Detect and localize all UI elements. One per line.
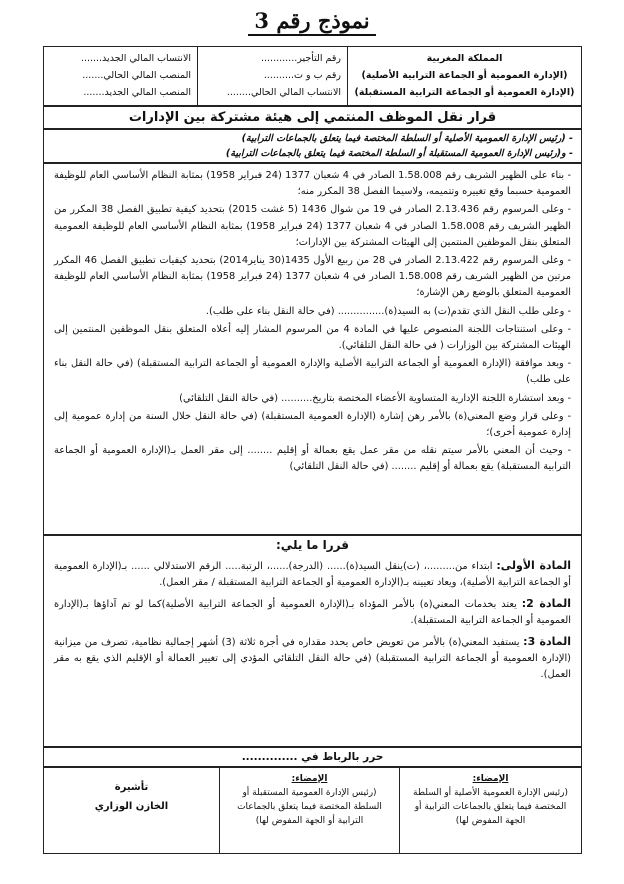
done-at-line: حرر بالرباط في ..............	[43, 747, 582, 767]
header-line: الانتساب المالي الحالي........	[226, 87, 341, 98]
header-payroll-info	[197, 47, 347, 105]
visa-treasurer	[44, 768, 219, 853]
article-text: يستفيد المعني(ة) بالأمر من تعويض خاص يحدد مقداره في أجرة ثلاثة (3) أشهر إجمالية نظامية، تصرف من ميزانية (الإدارة العمومية أو الجماعة الترابية المستقبلة) (في حالة النقل التلقائي المؤدي إلى تغيير العمالة أو الإقليم الذي يقع به مقر العمل).	[54, 637, 571, 680]
header-line: رقم التأجير............	[261, 53, 341, 64]
decision-title: قرار نقل الموظف المنتمي إلى هيئة مشتركة بين الإدارات	[43, 106, 582, 129]
header-budget-info	[44, 47, 197, 105]
legal-basis-item: - وعلى المرسوم رقم 2.13.422 الصادر في 28 من ربيع الأول 1435(30 يناير2014) بتحديد كيفيات تطبيق الفصل 46 المكرر مرتين من الظهير الشريف رقم 1.58.008 الصادر في 4 شعبان 1377 (24 فبراير 1958) بمثابة النظام الأساسي العام للوظيفة العمومية المتعلق بالوضع رهن الإشارة؛	[54, 255, 571, 299]
legal-basis-item: - وحيث أن المعني بالأمر سيتم نقله من مقر عمل يقع بعمالة أو إقليم ........ إلى مقر العمل بـ(الإدارة العمومية أو الجماعة الترابية المستقبلة) يقع بعمالة أو إقليم ........ (في حالة النقل التلقائي)	[54, 445, 571, 473]
article	[54, 558, 571, 591]
article	[54, 596, 571, 629]
header-line: رقم ب و ت..........	[263, 70, 341, 81]
signature-box	[43, 767, 582, 854]
article-text: يعتد بخدمات المعني(ة) بالأمر المؤداة بـ(الإدارة العمومية أو الجماعة الترابية الأصلية)كما لو تم آداؤها بـ(الإدارة العمومية أو الجماعة الترابية المستقبلة).	[54, 599, 571, 626]
decree-heading: قررا ما يلي:	[276, 538, 349, 552]
form-title: نموذج رقم 3	[248, 8, 375, 36]
header-line: (الإدارة العمومية أو الجماعة الترابية المستقبلة)	[354, 87, 575, 98]
recipient-line: - (رئيس الإدارة العمومية الأصلية أو السلطة المختصة فيما يتعلق بالجماعات الترابية)	[241, 133, 573, 144]
signature-origin	[399, 768, 581, 853]
header-line: المملكة المغربية	[426, 53, 503, 64]
article-label: المادة 3:	[523, 635, 572, 648]
article	[54, 634, 571, 683]
signature-label: الإمضاء:	[472, 774, 509, 784]
header-administration	[347, 47, 581, 105]
visa-text: الخازن الوزاري	[94, 801, 169, 812]
legal-basis-box	[43, 163, 582, 535]
legal-basis-item: - وعلى قرار وضع المعني(ة) بالأمر رهن إشارة (الإدارة العمومية المستقبلة) (في حالة النقل خلال السنة من إدارة عمومية إلى إدارة عمومية أخرى)؛	[54, 410, 571, 439]
header-box	[43, 46, 582, 106]
legal-basis-item: - وعلى استنتاجات اللجنة المنصوص عليها في المادة 4 من المرسوم المشار إليه أعلاه المتعلق بنقل الموظفين المنتمين إلى الهيئات المشتركة بين الوزارات ( في حالة النقل التلقائي).	[54, 323, 571, 352]
header-line: المنصب المالي الحالي.......	[82, 70, 191, 81]
header-line: (الإدارة العمومية أو الجماعة الترابية الأصلية)	[361, 70, 568, 81]
decree-box	[43, 535, 582, 747]
article-label: المادة 2:	[521, 597, 571, 610]
legal-basis-item: - وبعد استشارة اللجنة الإدارية المتساوية الأعضاء المختصة بتاريخ.......... (في حالة النقل التلقائي)	[179, 392, 571, 404]
recipients-box	[43, 129, 582, 163]
recipient-line: - و(رئيس الإدارة العمومية المستقبلة أو السلطة المختصة فيما يتعلق بالجماعات الترابية)	[225, 148, 573, 159]
header-line: الانتساب المالي الجديد.......	[80, 53, 191, 64]
legal-basis-item: - وعلى المرسوم رقم 2.13.436 الصادر في 19 من شوال 1436 (5 غشت 2015) بتحديد كيفية تطبيق الفصل 38 المكرر من الظهير الشريف رقم 1.58.008 الصادر في 4 شعبان 1377 (24 فبراير 1958) بمثابة النظام الأساسي العام للوظيفة العمومية المتعلق بنقل الموظفين المنتمين إلى الهيئات المشتركة بين الإدارات؛	[54, 204, 572, 248]
article-label: المادة الأولى:	[496, 559, 571, 572]
legal-basis-item: - وبعد موافقة (الإدارة العمومية أو الجماعة الترابية الأصلية والإدارة العمومية أو الجماعة الترابية المستقبلة) (في حالة النقل بناء على طلب)	[54, 358, 571, 386]
signature-label: الإمضاء:	[291, 774, 328, 784]
title-wrapper	[0, 8, 624, 36]
legal-basis-item: - بناء على الظهير الشريف رقم 1.58.008 الصادر في 4 شعبان 1377 (24 فبراير 1958) بمثابة النظام الأساسي العام للوظيفة العمومية حسبما وقع تغييره وتتميمه، ولاسيما الفصل 38 المكرر منه؛	[54, 170, 571, 198]
legal-basis-item: - وعلى طلب النقل الذي تقدم(ت) به السيد(ة)............... (في حالة النقل بناء على طلب).	[205, 305, 571, 317]
signature-receiving	[219, 768, 399, 853]
visa-label: تأشيرة	[114, 782, 149, 793]
signature-text: (رئيس الإدارة العمومية المستقبلة أو السلطة المختصة فيما يتعلق بالجماعات الترابية أو الجهة المفوض لها)	[237, 788, 382, 826]
article-text: ابتداء من.........، (ت)ينقل السيد(ة)...... (الدرجة)......، الرتبة..... الرقم الاستدلالي ...... بـ(الإدارة العمومية أو الجماعة الترابية الأصلية)، ويعاد تعيينه بـ(الإدارة العمومية أو الجماعة الترابية المستقبلة / مقر العمل).	[54, 561, 571, 588]
header-line: المنصب المالي الجديد.......	[83, 87, 191, 98]
signature-text: (رئيس الإدارة العمومية الأصلية أو السلطة المختصة فيما يتعلق بالجماعات الترابية أو الجهة المفوض لها)	[413, 788, 568, 826]
